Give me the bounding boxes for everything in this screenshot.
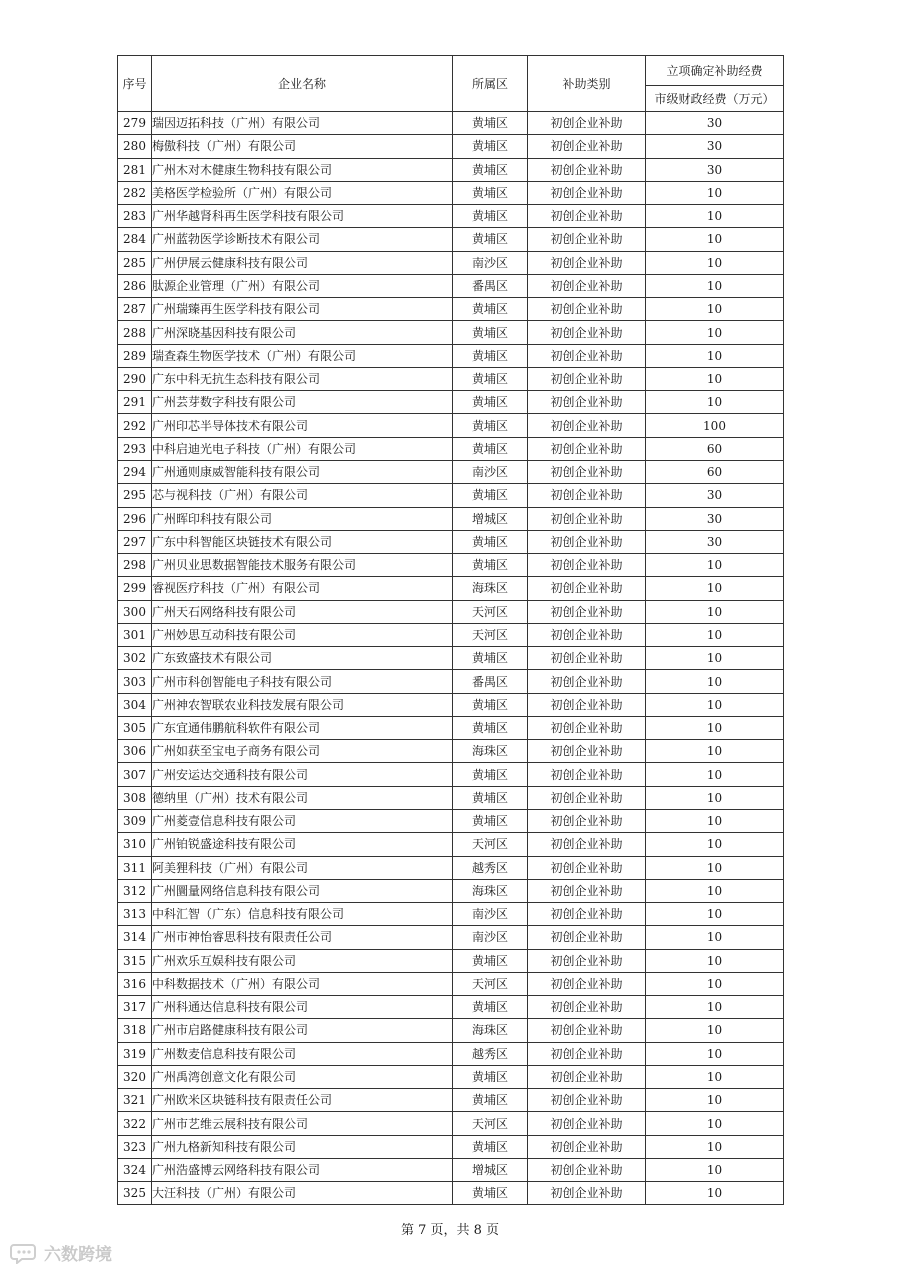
company-name: 广州安运达交通科技有限公司 (152, 763, 453, 786)
header-funding-sub: 市级财政经费（万元） (646, 86, 784, 112)
company-name: 广州华越肾科再生医学科技有限公司 (152, 205, 453, 228)
table-row (118, 274, 784, 297)
table-header-row (118, 56, 784, 86)
table-row (118, 600, 784, 623)
table-row (118, 484, 784, 507)
company-name: 广州如获至宝电子商务有限公司 (152, 740, 453, 763)
subsidy-type: 初创企业补助 (528, 112, 646, 135)
company-name: 广东宜通伟鹏航科软件有限公司 (152, 716, 453, 739)
header-type: 补助类别 (528, 56, 646, 112)
funding-amount: 10 (646, 391, 784, 414)
subsidy-type: 初创企业补助 (528, 507, 646, 530)
funding-amount: 30 (646, 158, 784, 181)
row-number: 282 (118, 181, 152, 204)
subsidy-type: 初创企业补助 (528, 367, 646, 390)
table-row (118, 344, 784, 367)
funding-amount: 10 (646, 693, 784, 716)
funding-amount: 10 (646, 577, 784, 600)
subsidy-type: 初创企业补助 (528, 554, 646, 577)
company-name: 广州圜量网络信息科技有限公司 (152, 879, 453, 902)
funding-amount: 10 (646, 1182, 784, 1205)
district: 海珠区 (453, 740, 528, 763)
district: 天河区 (453, 833, 528, 856)
table-row (118, 321, 784, 344)
table-row (118, 623, 784, 646)
district: 海珠区 (453, 1019, 528, 1042)
table-row (118, 298, 784, 321)
district: 越秀区 (453, 856, 528, 879)
table-body (118, 112, 784, 1205)
district: 黄埔区 (453, 1182, 528, 1205)
funding-amount: 10 (646, 1158, 784, 1181)
district: 南沙区 (453, 903, 528, 926)
table-row (118, 414, 784, 437)
funding-amount: 10 (646, 623, 784, 646)
funding-amount: 100 (646, 414, 784, 437)
funding-amount: 30 (646, 507, 784, 530)
row-number: 299 (118, 577, 152, 600)
subsidy-type: 初创企业补助 (528, 414, 646, 437)
company-name: 阿美狸科技（广州）有限公司 (152, 856, 453, 879)
company-name: 广州市艺维云展科技有限公司 (152, 1112, 453, 1135)
company-name: 广州芸芽数字科技有限公司 (152, 391, 453, 414)
row-number: 318 (118, 1019, 152, 1042)
district: 黄埔区 (453, 1065, 528, 1088)
company-name: 睿视医疗科技（广州）有限公司 (152, 577, 453, 600)
subsidy-type: 初创企业补助 (528, 577, 646, 600)
subsidy-type: 初创企业补助 (528, 670, 646, 693)
funding-amount: 10 (646, 833, 784, 856)
subsidy-type: 初创企业补助 (528, 763, 646, 786)
subsidy-type: 初创企业补助 (528, 1112, 646, 1135)
table-row (118, 1089, 784, 1112)
funding-amount: 10 (646, 879, 784, 902)
header-name: 企业名称 (152, 56, 453, 112)
table-row (118, 460, 784, 483)
company-name: 广州通则康威智能科技有限公司 (152, 460, 453, 483)
table-row (118, 181, 784, 204)
district: 黄埔区 (453, 809, 528, 832)
district: 黄埔区 (453, 484, 528, 507)
funding-amount: 10 (646, 554, 784, 577)
row-number: 301 (118, 623, 152, 646)
row-number: 313 (118, 903, 152, 926)
table-row (118, 1112, 784, 1135)
funding-amount: 10 (646, 1135, 784, 1158)
district: 黄埔区 (453, 205, 528, 228)
company-name: 广州市科创智能电子科技有限公司 (152, 670, 453, 693)
subsidy-type: 初创企业补助 (528, 298, 646, 321)
company-name: 广州九格新知科技有限公司 (152, 1135, 453, 1158)
district: 黄埔区 (453, 1135, 528, 1158)
funding-amount: 30 (646, 135, 784, 158)
row-number: 302 (118, 647, 152, 670)
row-number: 325 (118, 1182, 152, 1205)
company-name: 广州欢乐互娱科技有限公司 (152, 949, 453, 972)
funding-amount: 10 (646, 1089, 784, 1112)
district: 黄埔区 (453, 112, 528, 135)
company-name: 广州瑞臻再生医学科技有限公司 (152, 298, 453, 321)
company-name: 广州深晓基因科技有限公司 (152, 321, 453, 344)
company-name: 瑞因迈拓科技（广州）有限公司 (152, 112, 453, 135)
district: 黄埔区 (453, 321, 528, 344)
subsidy-type: 初创企业补助 (528, 856, 646, 879)
subsidy-type: 初创企业补助 (528, 716, 646, 739)
header-district: 所属区 (453, 56, 528, 112)
row-number: 310 (118, 833, 152, 856)
company-name: 广州木对木健康生物科技有限公司 (152, 158, 453, 181)
district: 黄埔区 (453, 949, 528, 972)
row-number: 281 (118, 158, 152, 181)
table-row (118, 530, 784, 553)
row-number: 280 (118, 135, 152, 158)
funding-amount: 10 (646, 321, 784, 344)
company-name: 广州浩盛博云网络科技有限公司 (152, 1158, 453, 1181)
subsidy-type: 初创企业补助 (528, 879, 646, 902)
table-row (118, 437, 784, 460)
company-name: 广州科通达信息科技有限公司 (152, 996, 453, 1019)
funding-amount: 10 (646, 809, 784, 832)
table-row (118, 996, 784, 1019)
table-row (118, 1158, 784, 1181)
row-number: 291 (118, 391, 152, 414)
company-name: 广州铂锐盛途科技有限公司 (152, 833, 453, 856)
district: 黄埔区 (453, 344, 528, 367)
header-no: 序号 (118, 56, 152, 112)
row-number: 283 (118, 205, 152, 228)
district: 黄埔区 (453, 228, 528, 251)
funding-amount: 10 (646, 367, 784, 390)
row-number: 323 (118, 1135, 152, 1158)
row-number: 314 (118, 926, 152, 949)
table-row (118, 112, 784, 135)
district: 黄埔区 (453, 158, 528, 181)
district: 黄埔区 (453, 786, 528, 809)
district: 黄埔区 (453, 135, 528, 158)
funding-amount: 10 (646, 1019, 784, 1042)
company-name: 广州晖印科技有限公司 (152, 507, 453, 530)
subsidy-type: 初创企业补助 (528, 460, 646, 483)
row-number: 284 (118, 228, 152, 251)
table-row (118, 693, 784, 716)
subsidy-type: 初创企业补助 (528, 1158, 646, 1181)
company-name: 广东中科无抗生态科技有限公司 (152, 367, 453, 390)
company-name: 广州印芯半导体技术有限公司 (152, 414, 453, 437)
subsidy-type: 初创企业补助 (528, 135, 646, 158)
funding-amount: 10 (646, 600, 784, 623)
funding-amount: 10 (646, 740, 784, 763)
district: 黄埔区 (453, 647, 528, 670)
company-name: 中科启迪光电子科技（广州）有限公司 (152, 437, 453, 460)
watermark-text: 六数跨境 (44, 1245, 112, 1265)
district: 黄埔区 (453, 181, 528, 204)
row-number: 298 (118, 554, 152, 577)
row-number: 307 (118, 763, 152, 786)
funding-amount: 10 (646, 856, 784, 879)
watermark (10, 1240, 112, 1265)
row-number: 295 (118, 484, 152, 507)
company-name: 美格医学检验所（广州）有限公司 (152, 181, 453, 204)
subsidy-type: 初创企业补助 (528, 344, 646, 367)
subsidy-type: 初创企业补助 (528, 437, 646, 460)
company-name: 芯与视科技（广州）有限公司 (152, 484, 453, 507)
company-name: 广州欧米区块链科技有限责任公司 (152, 1089, 453, 1112)
row-number: 286 (118, 274, 152, 297)
subsidy-type: 初创企业补助 (528, 1065, 646, 1088)
subsidy-type: 初创企业补助 (528, 530, 646, 553)
company-name: 广州菱壹信息科技有限公司 (152, 809, 453, 832)
district: 黄埔区 (453, 298, 528, 321)
subsidy-type: 初创企业补助 (528, 228, 646, 251)
subsidy-type: 初创企业补助 (528, 321, 646, 344)
funding-amount: 10 (646, 1112, 784, 1135)
company-name: 中科数据技术（广州）有限公司 (152, 972, 453, 995)
district: 南沙区 (453, 460, 528, 483)
table-row (118, 205, 784, 228)
table-row (118, 391, 784, 414)
subsidy-type: 初创企业补助 (528, 926, 646, 949)
row-number: 311 (118, 856, 152, 879)
funding-amount: 30 (646, 484, 784, 507)
table-row (118, 158, 784, 181)
district: 黄埔区 (453, 391, 528, 414)
district: 海珠区 (453, 879, 528, 902)
row-number: 285 (118, 251, 152, 274)
funding-amount: 60 (646, 437, 784, 460)
district: 南沙区 (453, 926, 528, 949)
funding-amount: 10 (646, 786, 784, 809)
row-number: 315 (118, 949, 152, 972)
chat-bubble-logo-icon (10, 1242, 38, 1264)
table-row (118, 856, 784, 879)
subsidy-type: 初创企业补助 (528, 740, 646, 763)
district: 天河区 (453, 600, 528, 623)
company-name: 广东中科智能区块链技术有限公司 (152, 530, 453, 553)
subsidy-type: 初创企业补助 (528, 1042, 646, 1065)
row-number: 324 (118, 1158, 152, 1181)
funding-amount: 30 (646, 530, 784, 553)
subsidy-type: 初创企业补助 (528, 903, 646, 926)
company-name: 广州禹湾创意文化有限公司 (152, 1065, 453, 1088)
table-row (118, 833, 784, 856)
subsidy-type: 初创企业补助 (528, 809, 646, 832)
row-number: 296 (118, 507, 152, 530)
company-name: 广州贝业思数据智能技术服务有限公司 (152, 554, 453, 577)
funding-amount: 10 (646, 972, 784, 995)
row-number: 297 (118, 530, 152, 553)
table-row (118, 577, 784, 600)
subsidy-type: 初创企业补助 (528, 833, 646, 856)
district: 黄埔区 (453, 414, 528, 437)
table-row (118, 1065, 784, 1088)
funding-amount: 60 (646, 460, 784, 483)
table-row (118, 926, 784, 949)
funding-amount: 10 (646, 344, 784, 367)
subsidy-type: 初创企业补助 (528, 205, 646, 228)
row-number: 319 (118, 1042, 152, 1065)
row-number: 316 (118, 972, 152, 995)
table-row (118, 228, 784, 251)
subsidy-type: 初创企业补助 (528, 484, 646, 507)
subsidy-type: 初创企业补助 (528, 158, 646, 181)
funding-amount: 10 (646, 251, 784, 274)
funding-amount: 10 (646, 647, 784, 670)
company-name: 广州伊展云健康科技有限公司 (152, 251, 453, 274)
subsidy-type: 初创企业补助 (528, 693, 646, 716)
row-number: 300 (118, 600, 152, 623)
row-number: 305 (118, 716, 152, 739)
row-number: 289 (118, 344, 152, 367)
district: 增城区 (453, 507, 528, 530)
district: 海珠区 (453, 577, 528, 600)
district: 天河区 (453, 623, 528, 646)
table-row (118, 716, 784, 739)
table-row (118, 670, 784, 693)
funding-amount: 10 (646, 763, 784, 786)
subsidy-type: 初创企业补助 (528, 786, 646, 809)
subsidy-type: 初创企业补助 (528, 972, 646, 995)
subsidy-type: 初创企业补助 (528, 647, 646, 670)
table-row (118, 647, 784, 670)
row-number: 290 (118, 367, 152, 390)
district: 番禺区 (453, 670, 528, 693)
district: 天河区 (453, 972, 528, 995)
row-number: 294 (118, 460, 152, 483)
row-number: 317 (118, 996, 152, 1019)
subsidy-type: 初创企业补助 (528, 251, 646, 274)
company-name: 瑞查森生物医学技术（广州）有限公司 (152, 344, 453, 367)
funding-amount: 10 (646, 716, 784, 739)
table-row (118, 903, 784, 926)
funding-amount: 10 (646, 1065, 784, 1088)
company-name: 广州神农智联农业科技发展有限公司 (152, 693, 453, 716)
funding-amount: 10 (646, 228, 784, 251)
subsidy-type: 初创企业补助 (528, 1019, 646, 1042)
row-number: 309 (118, 809, 152, 832)
table-row (118, 554, 784, 577)
company-name: 肽源企业管理（广州）有限公司 (152, 274, 453, 297)
table-row (118, 1182, 784, 1205)
row-number: 293 (118, 437, 152, 460)
district: 南沙区 (453, 251, 528, 274)
subsidy-type: 初创企业补助 (528, 1182, 646, 1205)
row-number: 320 (118, 1065, 152, 1088)
page-number: 第 7 页，共 8 页 (400, 1223, 500, 1238)
district: 天河区 (453, 1112, 528, 1135)
row-number: 321 (118, 1089, 152, 1112)
district: 番禺区 (453, 274, 528, 297)
company-name: 广州市启路健康科技有限公司 (152, 1019, 453, 1042)
table-row (118, 1135, 784, 1158)
district: 黄埔区 (453, 1089, 528, 1112)
funding-amount: 10 (646, 1042, 784, 1065)
subsidy-type: 初创企业补助 (528, 1135, 646, 1158)
subsidy-type: 初创企业补助 (528, 623, 646, 646)
district: 黄埔区 (453, 716, 528, 739)
district: 黄埔区 (453, 693, 528, 716)
table-row (118, 949, 784, 972)
district: 越秀区 (453, 1042, 528, 1065)
subsidy-type: 初创企业补助 (528, 949, 646, 972)
table-row (118, 740, 784, 763)
funding-amount: 10 (646, 205, 784, 228)
row-number: 308 (118, 786, 152, 809)
company-name: 梅傲科技（广州）有限公司 (152, 135, 453, 158)
company-name: 广州天石网络科技有限公司 (152, 600, 453, 623)
company-name: 广州市神怡睿思科技有限责任公司 (152, 926, 453, 949)
subsidy-type: 初创企业补助 (528, 181, 646, 204)
table-row (118, 809, 784, 832)
row-number: 312 (118, 879, 152, 902)
row-number: 306 (118, 740, 152, 763)
funding-amount: 10 (646, 181, 784, 204)
table-row (118, 251, 784, 274)
table-row (118, 972, 784, 995)
company-name: 广东致盛技术有限公司 (152, 647, 453, 670)
district: 黄埔区 (453, 554, 528, 577)
district: 黄埔区 (453, 763, 528, 786)
subsidy-type: 初创企业补助 (528, 1089, 646, 1112)
row-number: 292 (118, 414, 152, 437)
row-number: 279 (118, 112, 152, 135)
table-row (118, 879, 784, 902)
district: 黄埔区 (453, 367, 528, 390)
funding-amount: 10 (646, 926, 784, 949)
funding-amount: 10 (646, 274, 784, 297)
table-row (118, 1019, 784, 1042)
company-name: 广州蓝勃医学诊断技术有限公司 (152, 228, 453, 251)
district: 黄埔区 (453, 530, 528, 553)
header-funding-group: 立项确定补助经费 (646, 56, 784, 86)
company-name: 大汪科技（广州）有限公司 (152, 1182, 453, 1205)
district: 黄埔区 (453, 996, 528, 1019)
company-name: 广州妙思互动科技有限公司 (152, 623, 453, 646)
subsidy-type: 初创企业补助 (528, 274, 646, 297)
table-row (118, 1042, 784, 1065)
subsidy-type: 初创企业补助 (528, 391, 646, 414)
row-number: 288 (118, 321, 152, 344)
subsidy-type: 初创企业补助 (528, 996, 646, 1019)
district: 黄埔区 (453, 437, 528, 460)
funding-amount: 10 (646, 949, 784, 972)
funding-amount: 30 (646, 112, 784, 135)
table-row (118, 763, 784, 786)
table-row (118, 507, 784, 530)
company-name: 中科汇智（广东）信息科技有限公司 (152, 903, 453, 926)
subsidy-table (117, 55, 784, 1205)
company-name: 德纳里（广州）技术有限公司 (152, 786, 453, 809)
row-number: 287 (118, 298, 152, 321)
funding-amount: 10 (646, 298, 784, 321)
row-number: 303 (118, 670, 152, 693)
table-row (118, 367, 784, 390)
company-name: 广州数麦信息科技有限公司 (152, 1042, 453, 1065)
table-row (118, 786, 784, 809)
row-number: 322 (118, 1112, 152, 1135)
funding-amount: 10 (646, 996, 784, 1019)
district: 增城区 (453, 1158, 528, 1181)
funding-amount: 10 (646, 903, 784, 926)
funding-amount: 10 (646, 670, 784, 693)
row-number: 304 (118, 693, 152, 716)
subsidy-type: 初创企业补助 (528, 600, 646, 623)
table-row (118, 135, 784, 158)
